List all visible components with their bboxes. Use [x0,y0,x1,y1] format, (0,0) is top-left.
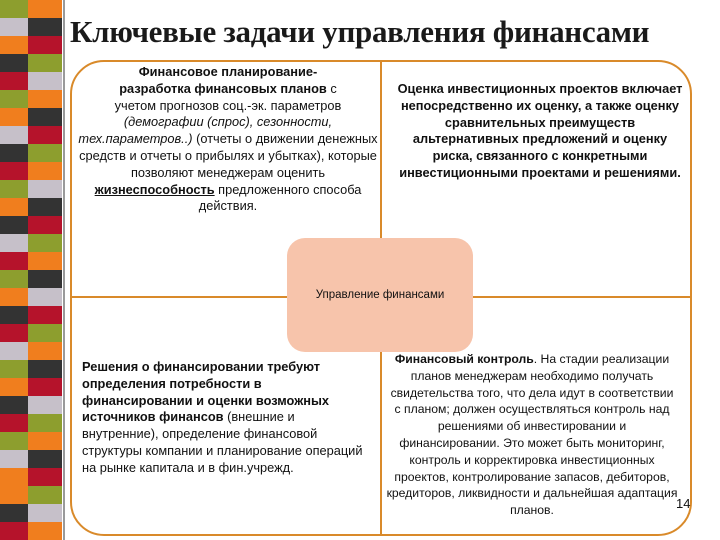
stripe-segment [28,18,62,36]
stripe-segment [0,324,28,342]
stripe-segment [28,396,62,414]
stripe-segment [0,162,28,180]
q3-text: (внешние и внутренние), определение финансовой структуры компании и планирование операций на рынке капитала и в фин.учрежд. [82,409,363,475]
stripe-segment [0,216,28,234]
stripe-segment [28,468,62,486]
stripe-segment [0,396,28,414]
stripe-segment [28,36,62,54]
stripe-segment [0,342,28,360]
stripe-segment [0,180,28,198]
stripe-segment [0,252,28,270]
q1-text-c: предложенного способа действия. [198,181,362,214]
stripe-segment [0,0,28,18]
stripe-segment [0,360,28,378]
stripe-segment [0,468,28,486]
stripe-segment [28,126,62,144]
stripe-segment [0,36,28,54]
stripe-segment [28,198,62,216]
stripe-segment [28,378,62,396]
stripe-segment [28,450,62,468]
q1-heading-tail: с [326,80,337,96]
slide-title: Ключевые задачи управления финансами [70,14,650,49]
stripe-segment [0,414,28,432]
stripe-segment [0,432,28,450]
stripe-segment [0,90,28,108]
q1-italic-text: (демографии (спрос), сезонности, тех.параметров..) [78,114,333,147]
stripe-segment [28,522,62,540]
stripe-segment [0,198,28,216]
stripe-segment [0,72,28,90]
stripe-segment [28,108,62,126]
stripe-divider-line [63,0,65,540]
stripe-segment [28,324,62,342]
stripe-segment [28,144,62,162]
stripe-segment [0,486,28,504]
quadrant-financial-control [386,351,678,519]
stripe-segment [28,414,62,432]
center-label: Управление финансами [315,289,445,301]
stripe-segment [0,378,28,396]
stripe-segment [0,450,28,468]
quadrant-investment-evaluation: Оценка инвестиционных проектов включает непосредственно их оценку, а также оценку сравнительных преимуществ альтернативных предложений и оценку риска, связанного с конкретными инвестиционными проектами и решениями. [397,81,683,180]
stripe-segment [28,234,62,252]
quadrant-financial-planning [78,64,378,215]
q4-text: . На стадии реализации планов менеджерам необходимо получать свидетельства того, что дела идут в соответствии с планом; должен осуществляться контроль над решениями об инвестировании и финансировании. Это может быть мониторинг, контроль и корректировка инвестиционных проектов, контролирование запасов, дебиторов, кредиторов, ликвидности и дальнейшая адаптация планов. [386,352,678,518]
stripe-segment [28,360,62,378]
stripe-segment [0,54,28,72]
stripe-segment [0,108,28,126]
q1-text-b: (отчеты о движении денежных средств и отчеты о прибылях и убытках), которые позволяют менеджерам оценить [79,131,378,180]
stripe-segment [28,72,62,90]
stripe-segment [28,504,62,522]
q4-bold-text: Финансовый контроль [394,352,534,366]
q1-underlined-word: жизнеспособность [94,181,215,197]
q3-bold-text: Решения о финансировании требуют определения потребности в финансировании и оценки возможных источников финансов [82,359,330,425]
stripe-segment [0,306,28,324]
stripe-segment [28,306,62,324]
stripe-segment [28,270,62,288]
stripe-segment [0,144,28,162]
stripe-segment [28,342,62,360]
stripe-segment [0,126,28,144]
stripe-segment [28,162,62,180]
stripe-segment [28,288,62,306]
stripe-segment [28,252,62,270]
stripe-segment [28,90,62,108]
decorative-stripe-bar [0,0,62,540]
stripe-segment [28,54,62,72]
stripe-segment [0,504,28,522]
stripe-segment [0,288,28,306]
q1-heading-line2: разработка финансовых планов [119,80,327,96]
stripe-segment [28,180,62,198]
quadrant-financing-decisions [82,359,374,477]
q1-text-a: учетом прогнозов соц.-эк. параметров [114,97,342,113]
page-number: 14 [676,496,691,511]
stripe-segment [0,522,28,540]
stripe-segment [0,270,28,288]
q1-heading-line1: Финансовое планирование- [138,64,318,79]
stripe-segment [28,216,62,234]
stripe-segment [28,486,62,504]
stripe-segment [28,0,62,18]
stripe-segment [0,18,28,36]
center-box [287,238,473,352]
stripe-segment [0,234,28,252]
stripe-segment [28,432,62,450]
